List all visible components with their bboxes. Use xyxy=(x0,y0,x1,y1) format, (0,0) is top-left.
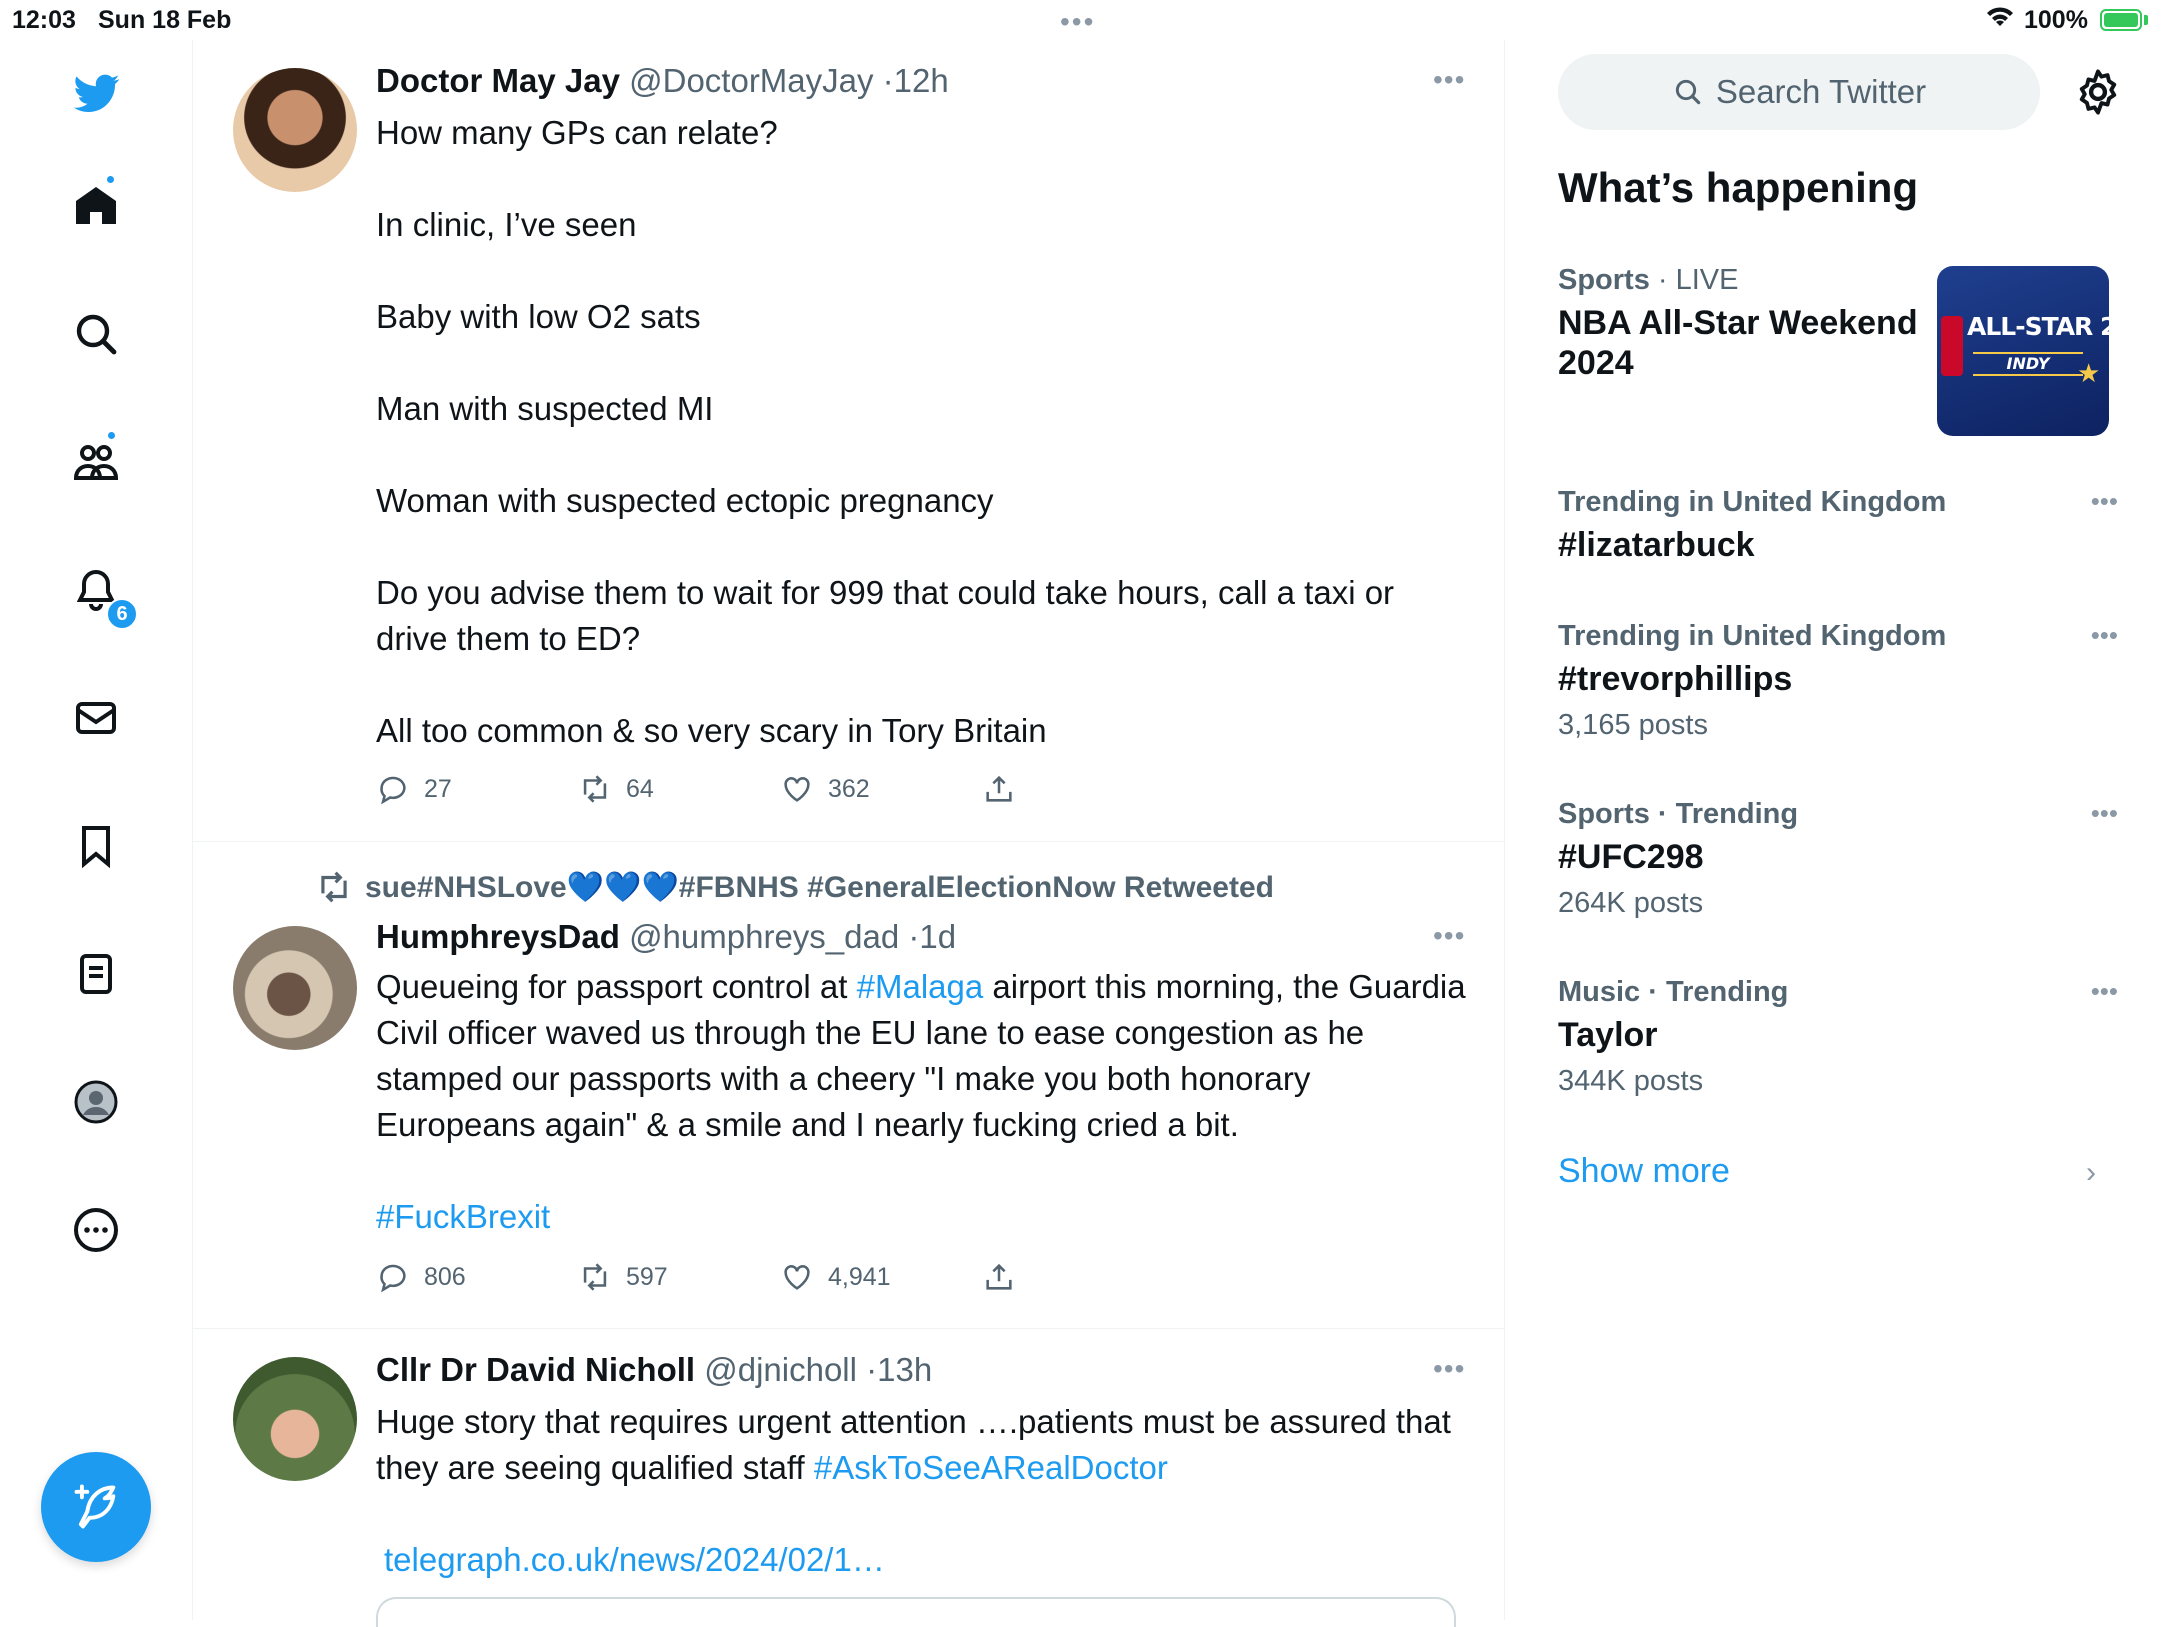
nba-image-title: ALL-STAR 2024 xyxy=(1967,312,2166,341)
settings-gear-icon[interactable] xyxy=(2072,66,2124,118)
trend-item[interactable] xyxy=(1558,976,2118,1098)
avatar[interactable] xyxy=(233,68,357,192)
author-name[interactable]: Doctor May Jay xyxy=(376,62,620,99)
trend-meta: Trending in United Kingdom xyxy=(1558,486,1947,518)
tweet-text-part: airport this morning, the Guardia Civil officer waved us through the EU lane to ease congestion as he stamped our passports with a cheery "I make you both honorary Europeans again" & a smile and I nearly fucking cried a bit. xyxy=(376,968,1466,1143)
chevron-right-icon: › xyxy=(2086,1156,2096,1189)
trend-more-icon[interactable]: ••• xyxy=(2090,976,2118,1006)
trend-meta: Sports · LIVE xyxy=(1558,264,1739,296)
battery-icon xyxy=(2100,9,2142,31)
tweet-text xyxy=(376,964,1466,1240)
hashtag-link[interactable]: #Malaga xyxy=(856,968,984,1005)
author-name[interactable]: HumphreysDad xyxy=(376,918,620,955)
trend-more-icon[interactable]: ••• xyxy=(2090,486,2118,516)
author-name[interactable]: Cllr Dr David Nicholl xyxy=(376,1351,696,1388)
tweet-text xyxy=(376,110,1466,754)
left-navigation xyxy=(0,40,193,1620)
search-icon xyxy=(1672,76,1704,108)
whats-happening-heading: What’s happening xyxy=(1558,164,1919,211)
trend-meta: Music · Trending xyxy=(1558,976,1789,1008)
tweet-line: In clinic, I’ve seen xyxy=(376,206,637,243)
trend-title: Taylor xyxy=(1558,1016,1658,1054)
like-button[interactable] xyxy=(780,772,870,806)
tweet[interactable] xyxy=(193,40,1505,842)
tweet[interactable] xyxy=(193,842,1505,1329)
author-handle[interactable]: @humphreys_dad xyxy=(629,918,900,955)
retweet-icon xyxy=(578,1260,612,1294)
trend-category: Sports xyxy=(1558,264,1650,296)
lists-icon[interactable] xyxy=(70,948,122,1000)
messages-envelope-icon[interactable] xyxy=(70,692,122,744)
trend-post-count: 264K posts xyxy=(1558,887,1704,919)
trend-item[interactable] xyxy=(1558,798,2118,920)
like-count: 4,941 xyxy=(828,1262,891,1291)
status-bar xyxy=(0,0,2160,40)
separator: · xyxy=(882,62,894,99)
tweet-line: Woman with suspected ectopic pregnancy xyxy=(376,482,994,519)
reply-button[interactable] xyxy=(376,1260,466,1294)
tweet-header xyxy=(376,62,949,100)
reply-icon xyxy=(376,1260,410,1294)
avatar[interactable] xyxy=(233,926,357,1050)
reply-icon xyxy=(376,772,410,806)
like-button[interactable] xyxy=(780,1260,891,1294)
trend-more-icon[interactable]: ••• xyxy=(2090,620,2118,650)
tweet-header xyxy=(376,1351,932,1389)
link-card-preview[interactable] xyxy=(376,1597,1456,1627)
tweet-line: All too common & so very scary in Tory Britain xyxy=(376,712,1047,749)
search-placeholder: Search Twitter xyxy=(1715,73,1927,110)
trend-title: NBA All-Star Weekend 2024 xyxy=(1558,304,1918,382)
trend-title: #lizatarbuck xyxy=(1558,526,1755,564)
reply-count: 806 xyxy=(424,1262,466,1291)
heart-icon xyxy=(780,772,814,806)
author-handle[interactable]: @djnicholl xyxy=(704,1351,857,1388)
show-more-link[interactable]: Show more xyxy=(1558,1152,1730,1190)
like-count: 362 xyxy=(828,774,870,803)
tweet-line: Do you advise them to wait for 999 that could take hours, call a taxi or drive them to ED? xyxy=(376,574,1395,657)
status-time: 12:03 xyxy=(12,6,76,34)
wifi-icon xyxy=(1986,6,2014,35)
retweet-button[interactable] xyxy=(578,1260,668,1294)
bookmarks-icon[interactable] xyxy=(70,820,122,872)
tweet-paragraph xyxy=(376,964,1466,1148)
share-button[interactable] xyxy=(982,1260,1016,1294)
multitasking-dots-icon[interactable]: ••• xyxy=(1060,6,1096,37)
notifications-badge: 6 xyxy=(106,598,138,630)
timeline xyxy=(193,40,1505,1620)
retweet-count: 64 xyxy=(626,774,654,803)
tweet-paragraph xyxy=(376,1399,1466,1491)
battery-nub xyxy=(2144,15,2148,25)
tweet-line: Man with suspected MI xyxy=(376,390,714,427)
battery-percent: 100% xyxy=(2024,6,2088,34)
compose-tweet-button[interactable] xyxy=(41,1452,151,1562)
home-icon[interactable] xyxy=(70,180,122,232)
separator: · xyxy=(866,1351,878,1388)
tweet-line: Baby with low O2 sats xyxy=(376,298,701,335)
trend-more-icon[interactable]: ••• xyxy=(2090,798,2118,828)
trend-meta: Sports · Trending xyxy=(1558,798,1799,830)
retweet-context[interactable] xyxy=(315,868,1274,906)
author-handle[interactable]: @DoctorMayJay xyxy=(629,62,874,99)
tweet-time[interactable]: 1d xyxy=(919,918,957,955)
communities-new-dot xyxy=(106,430,117,441)
twitter-logo-icon[interactable] xyxy=(70,68,122,120)
more-options-icon[interactable] xyxy=(70,1204,122,1256)
tweet[interactable] xyxy=(193,1329,1505,1620)
tweet-paragraph xyxy=(376,1537,1466,1583)
hashtag-link[interactable]: #FuckBrexit xyxy=(376,1198,551,1235)
tweet-paragraph xyxy=(376,1194,1466,1240)
retweet-icon xyxy=(315,868,353,906)
tweet-more-icon[interactable]: ••• xyxy=(1433,64,1466,95)
tweet-text-part: Queueing for passport control at xyxy=(376,968,857,1005)
trend-item[interactable] xyxy=(1558,486,2118,565)
profile-avatar-icon[interactable] xyxy=(70,1076,122,1128)
trend-title: #UFC298 xyxy=(1558,838,1704,876)
tweet-time[interactable]: 12h xyxy=(893,62,949,99)
star-icon: ★ xyxy=(2077,358,2101,388)
nba-all-star-thumbnail[interactable] xyxy=(1937,266,2166,436)
reply-count: 27 xyxy=(424,774,452,803)
home-new-dot xyxy=(105,174,116,185)
trend-meta: Trending in United Kingdom xyxy=(1558,620,1947,652)
trend-post-count: 344K posts xyxy=(1558,1065,1704,1097)
trend-title: #trevorphillips xyxy=(1558,660,1793,698)
retweet-button[interactable] xyxy=(578,772,654,806)
nba-logo-icon xyxy=(1941,316,1963,376)
retweet-count: 597 xyxy=(626,1262,668,1291)
nba-image-subtitle: INDY xyxy=(1973,352,2083,376)
tweet-text-part: Huge story that requires urgent attention ….patients must be assured that they are seeing qualified staff xyxy=(376,1403,1451,1486)
avatar[interactable] xyxy=(233,1357,357,1481)
tweet-header xyxy=(376,918,956,956)
tweet-line: How many GPs can relate? xyxy=(376,114,778,151)
trend-post-count: 3,165 posts xyxy=(1558,709,1708,741)
status-date: Sun 18 Feb xyxy=(98,6,232,34)
tweet-more-icon[interactable]: ••• xyxy=(1433,1353,1466,1384)
tweet-more-icon[interactable]: ••• xyxy=(1433,920,1466,951)
url-link[interactable]: telegraph.co.uk/news/2024/02/1… xyxy=(384,1541,885,1578)
retweeted-by: sue#NHSLove💙💙💙#FBNHS #GeneralElectionNow Retweeted xyxy=(365,870,1274,904)
tweet-text xyxy=(376,1399,1466,1583)
search-input[interactable] xyxy=(1558,54,2040,130)
hashtag-link[interactable]: #AskToSeeARealDoctor xyxy=(813,1449,1168,1486)
tweet-time[interactable]: 13h xyxy=(877,1351,933,1388)
share-button[interactable] xyxy=(982,772,1016,806)
share-icon xyxy=(982,772,1016,806)
search-icon[interactable] xyxy=(70,308,122,360)
separator: · xyxy=(908,918,920,955)
communities-icon[interactable] xyxy=(70,436,122,488)
compose-feather-icon xyxy=(70,1481,122,1533)
share-icon xyxy=(982,1260,1016,1294)
trend-item[interactable] xyxy=(1558,620,2118,742)
reply-button[interactable] xyxy=(376,772,452,806)
trend-status: LIVE xyxy=(1675,264,1739,296)
retweet-icon xyxy=(578,772,612,806)
heart-icon xyxy=(780,1260,814,1294)
featured-trend[interactable] xyxy=(1558,264,1918,383)
